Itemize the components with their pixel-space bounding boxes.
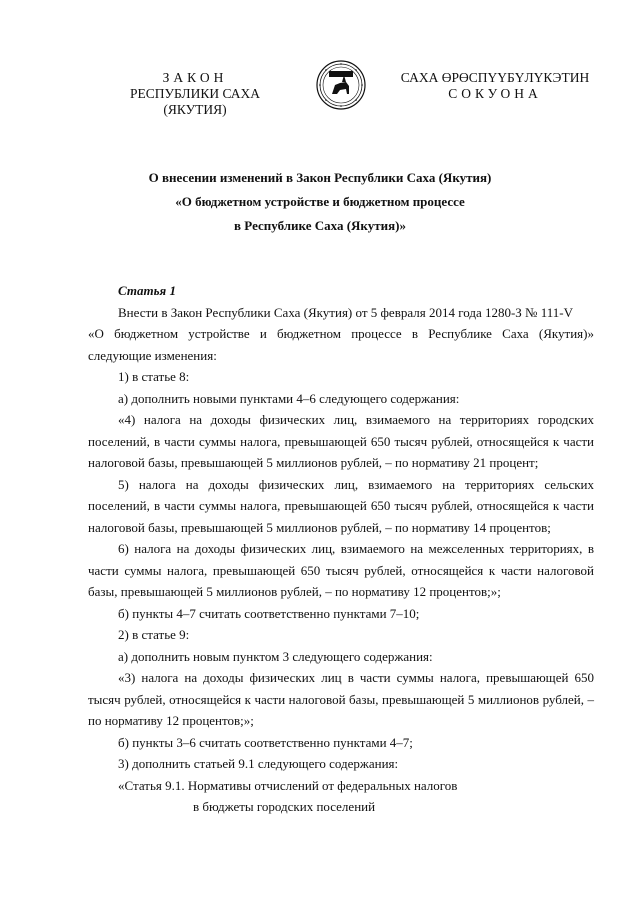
item-2a: а) дополнить новым пунктом 3 следующего содержания: [118,648,433,664]
article-9-1-line1: «Статья 9.1. Нормативы отчислений от федеральных налогов [118,777,458,793]
item-2: 2) в статье 9: [118,627,190,642]
document-title [60,166,580,238]
header-right [400,70,590,102]
item-1: 1) в статье 8: [118,369,190,384]
header-right-line1: САХА ӨРӨСПҮҮБҮЛҮКЭТИН [400,70,590,85]
item-2b: б) пункты 3–6 считать соответственно пунктами 4–7; [118,734,413,750]
item-1b: б) пункты 4–7 считать соответственно пунктами 7–10; [118,605,420,621]
coat-of-arms-icon [316,60,366,110]
header-left [100,70,290,118]
intro-line2: «О бюджетном устройстве и бюджетном процессе в Республике Саха (Якутия)» [88,326,594,341]
title-line1: О внесении изменений в Закон Республики Саха (Якутия) [148,170,492,185]
document-body [88,280,594,818]
item-1a-4: «4) налога на доходы физических лиц, взимаемого на территориях городских поселений, в части суммы налога, превышающей 650 тысяч рублей, относящейся к части налоговой базы, превышающей 5 миллионов рублей, – по нормативу 21 процент; [88,412,594,470]
intro-line1: Внести в Закон Республики Саха (Якутия) от 5 февраля 2014 года 1280-З № 111-V [118,304,573,320]
title-line2: «О бюджетном устройстве и бюджетном процессе [175,194,465,209]
item-1a-6: 6) налога на доходы физических лиц, взимаемого на межселенных территориях, в части суммы налога, превышающей 650 тысяч рублей, относящейся к части налоговой базы, превышающей 5 миллионов рублей, – по нормативу 12 процентов;»; [88,541,594,599]
article-9-1-line2: в бюджеты городских поселений [193,799,376,814]
item-1a: а) дополнить новыми пунктами 4–6 следующего содержания: [118,390,460,406]
header-right-line2: СОКУОНА [448,86,542,101]
header-left-line1: ЗАКОН [162,70,228,85]
header-left-line2: РЕСПУБЛИКИ САХА (ЯКУТИЯ) [129,86,261,117]
item-2a-3: «3) налога на доходы физических лиц в части суммы налога, превышающей 650 тысяч рублей, относящейся к части налоговой базы, превышающей 5 миллионов рублей, – по нормативу 12 процентов;»; [88,670,594,728]
article-heading: Статья 1 [118,283,176,298]
item-3: 3) дополнить статьей 9.1 следующего содержания: [118,756,399,771]
title-line3: в Республике Саха (Якутия)» [234,218,406,233]
item-1a-5: 5) налога на доходы физических лиц, взимаемого на территориях сельских поселений, в части суммы налога, превышающей 650 тысяч рублей, относящейся к части налоговой базы, превышающей 5 миллионов рублей, – по нормативу 14 процентов; [88,476,594,535]
intro-line3: следующие изменения: [88,347,217,363]
